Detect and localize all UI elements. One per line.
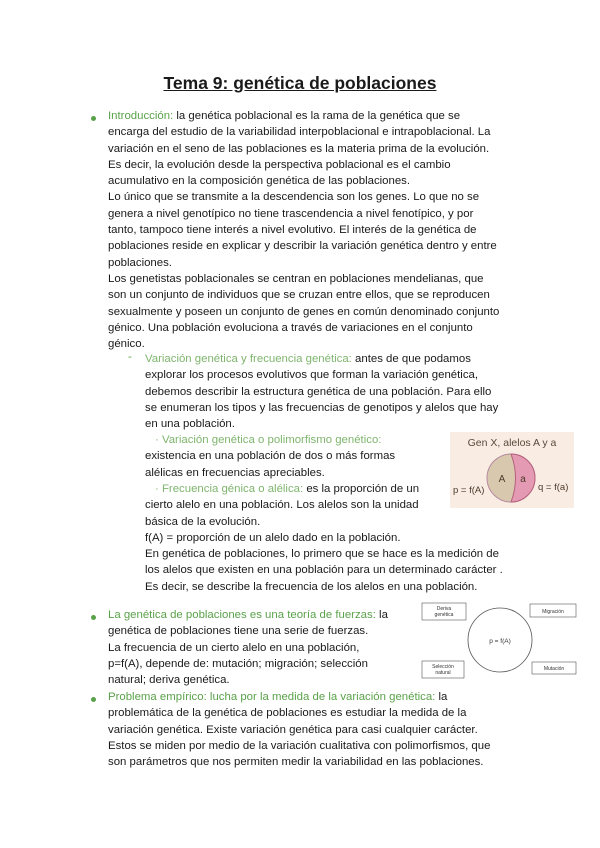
box-selection-label: Selección <box>432 664 454 670</box>
variation-paragraph <box>145 351 498 432</box>
forces-center-label: p = f(A) <box>489 638 511 645</box>
dash-variation: - <box>128 351 132 363</box>
intro-line: Lo único que se transmite a la descendencia son los genes. Lo que no se <box>108 191 480 204</box>
variation-label: Variación genética y frecuencia genética: <box>145 353 352 365</box>
frequency-line: En genética de poblaciones, lo primero que se hace es la medición de <box>145 548 499 561</box>
intro-line: son un conjunto de individuos que se cruzan entre ellos, que se reproducen <box>108 289 490 302</box>
bullet-forces <box>91 615 96 620</box>
problem-line: la <box>435 691 448 703</box>
forces-line: La frecuencia de un cierto alelo en una población, <box>108 641 360 654</box>
intro-line: encarga del estudio de la variabilidad interpoblacional e intrapoblacional. La <box>108 126 491 139</box>
forces-paragraph <box>108 607 388 688</box>
box-drift-label: Deriva <box>436 606 452 612</box>
box-mutation-label: Mutación <box>543 666 565 672</box>
variation-line: se enumeran los tipos y las frecuencias de genotipos y alelos que hay <box>145 401 499 414</box>
pie-label-a: a <box>520 474 526 485</box>
frequency-line: básica de la evolución. <box>145 515 261 528</box>
figure-title: Gen X, alelos A y a <box>467 437 557 449</box>
intro-line: la genética poblacional es la rama de la genética que se <box>173 110 461 122</box>
frequency-line: los alelos que existen en una población para un determinado carácter . <box>145 564 503 577</box>
intro-label: Introducción: <box>108 110 174 122</box>
intro-line: poblaciones. <box>108 256 172 269</box>
forces-label: La genética de poblaciones es una teoría de fuerzas: <box>108 609 376 621</box>
forces-line: natural; deriva genética. <box>108 674 230 687</box>
pie-left-label: p = f(A) <box>453 485 485 496</box>
variation-line: debemos describir la estructura genética de una población. Para ello <box>145 385 492 398</box>
problem-line: problemática de la genética de poblaciones es estudiar la medida de la <box>108 707 467 720</box>
box-drift-label: genética <box>434 612 454 618</box>
polymorphism-line: alélicas en frecuencias apreciables. <box>145 466 325 479</box>
frequency-line: f(A) = proporción de un alelo dado en la población. <box>145 531 401 544</box>
variation-line: en una población. <box>145 418 235 431</box>
problem-line: son parámetros que nos permiten medir la variabilidad en las poblaciones. <box>108 756 484 769</box>
pie-label-A: A <box>498 474 506 485</box>
intro-line: génico. Una población evoluciona a través de variaciones en el conjunto <box>108 321 473 334</box>
bullet-intro <box>91 116 96 121</box>
intro-line: génico. <box>108 338 145 351</box>
intro-line: sexualmente y poseen un conjunto de genes en común denominado conjunto <box>108 305 500 318</box>
box-selection-label: natural <box>435 670 451 676</box>
bullet-problem <box>91 697 96 702</box>
intro-line: variación en el seno de las poblaciones es la materia prima de la evolución. <box>108 142 490 155</box>
problem-paragraph <box>108 689 490 770</box>
problem-line: Estos se miden por medio de la variación cualitativa con polimorfismos, que <box>108 739 491 752</box>
forces-line: p=f(A), depende de: mutación; migración; selección <box>108 657 368 670</box>
intro-paragraph <box>108 108 499 352</box>
page-title: Tema 9: genética de poblaciones <box>163 73 437 93</box>
frequency-line: es la proporción de un <box>303 483 420 495</box>
variation-line: antes de que podamos <box>351 353 471 365</box>
frequency-label: · Frecuencia génica o alélica: <box>155 483 304 495</box>
intro-line: genera a nivel genotípico no tiene trascendencia a nivel fenotípico, y por <box>108 207 474 220</box>
intro-line: Es decir, la evolución desde la perspectiva poblacional es el cambio <box>108 158 451 171</box>
polymorphism-paragraph <box>145 432 395 481</box>
box-migration-label: Migración <box>542 609 564 615</box>
intro-line: Los genetistas poblacionales se centran en poblaciones mendelianas, que <box>108 272 484 285</box>
variation-line: explorar los procesos evolutivos que forman la variación genética, <box>145 369 479 382</box>
allele-pie-figure <box>450 432 574 508</box>
intro-line: poblaciones reside en explicar y describir la variación genética dentro y entre <box>108 240 497 253</box>
polymorphism-line: existencia en una población de dos o más formas <box>145 450 396 463</box>
frequency-line: Es decir, se describe la frecuencia de los alelos en una población. <box>145 580 478 593</box>
forces-diagram <box>420 601 580 681</box>
intro-line: tanto, tampoco tiene interés a nivel evolutivo. El interés de la genética de <box>108 224 477 237</box>
frequency-line: cierto alelo en una población. Los alelos son la unidad <box>145 499 419 512</box>
polymorphism-label: · Variación genética o polimorfismo genético: <box>155 434 382 446</box>
intro-line: acumulativo en la composición genética de las poblaciones. <box>108 175 411 188</box>
forces-line: genética de poblaciones tiene una serie de fuerzas. <box>108 625 369 638</box>
pie-right-label: q = f(a) <box>538 482 569 493</box>
problem-label: Problema empírico: lucha por la medida de la variación genética: <box>108 691 436 703</box>
forces-line: la <box>375 609 388 621</box>
problem-line: variación genética. Existe variación genética para casi cualquier carácter. <box>108 723 478 736</box>
